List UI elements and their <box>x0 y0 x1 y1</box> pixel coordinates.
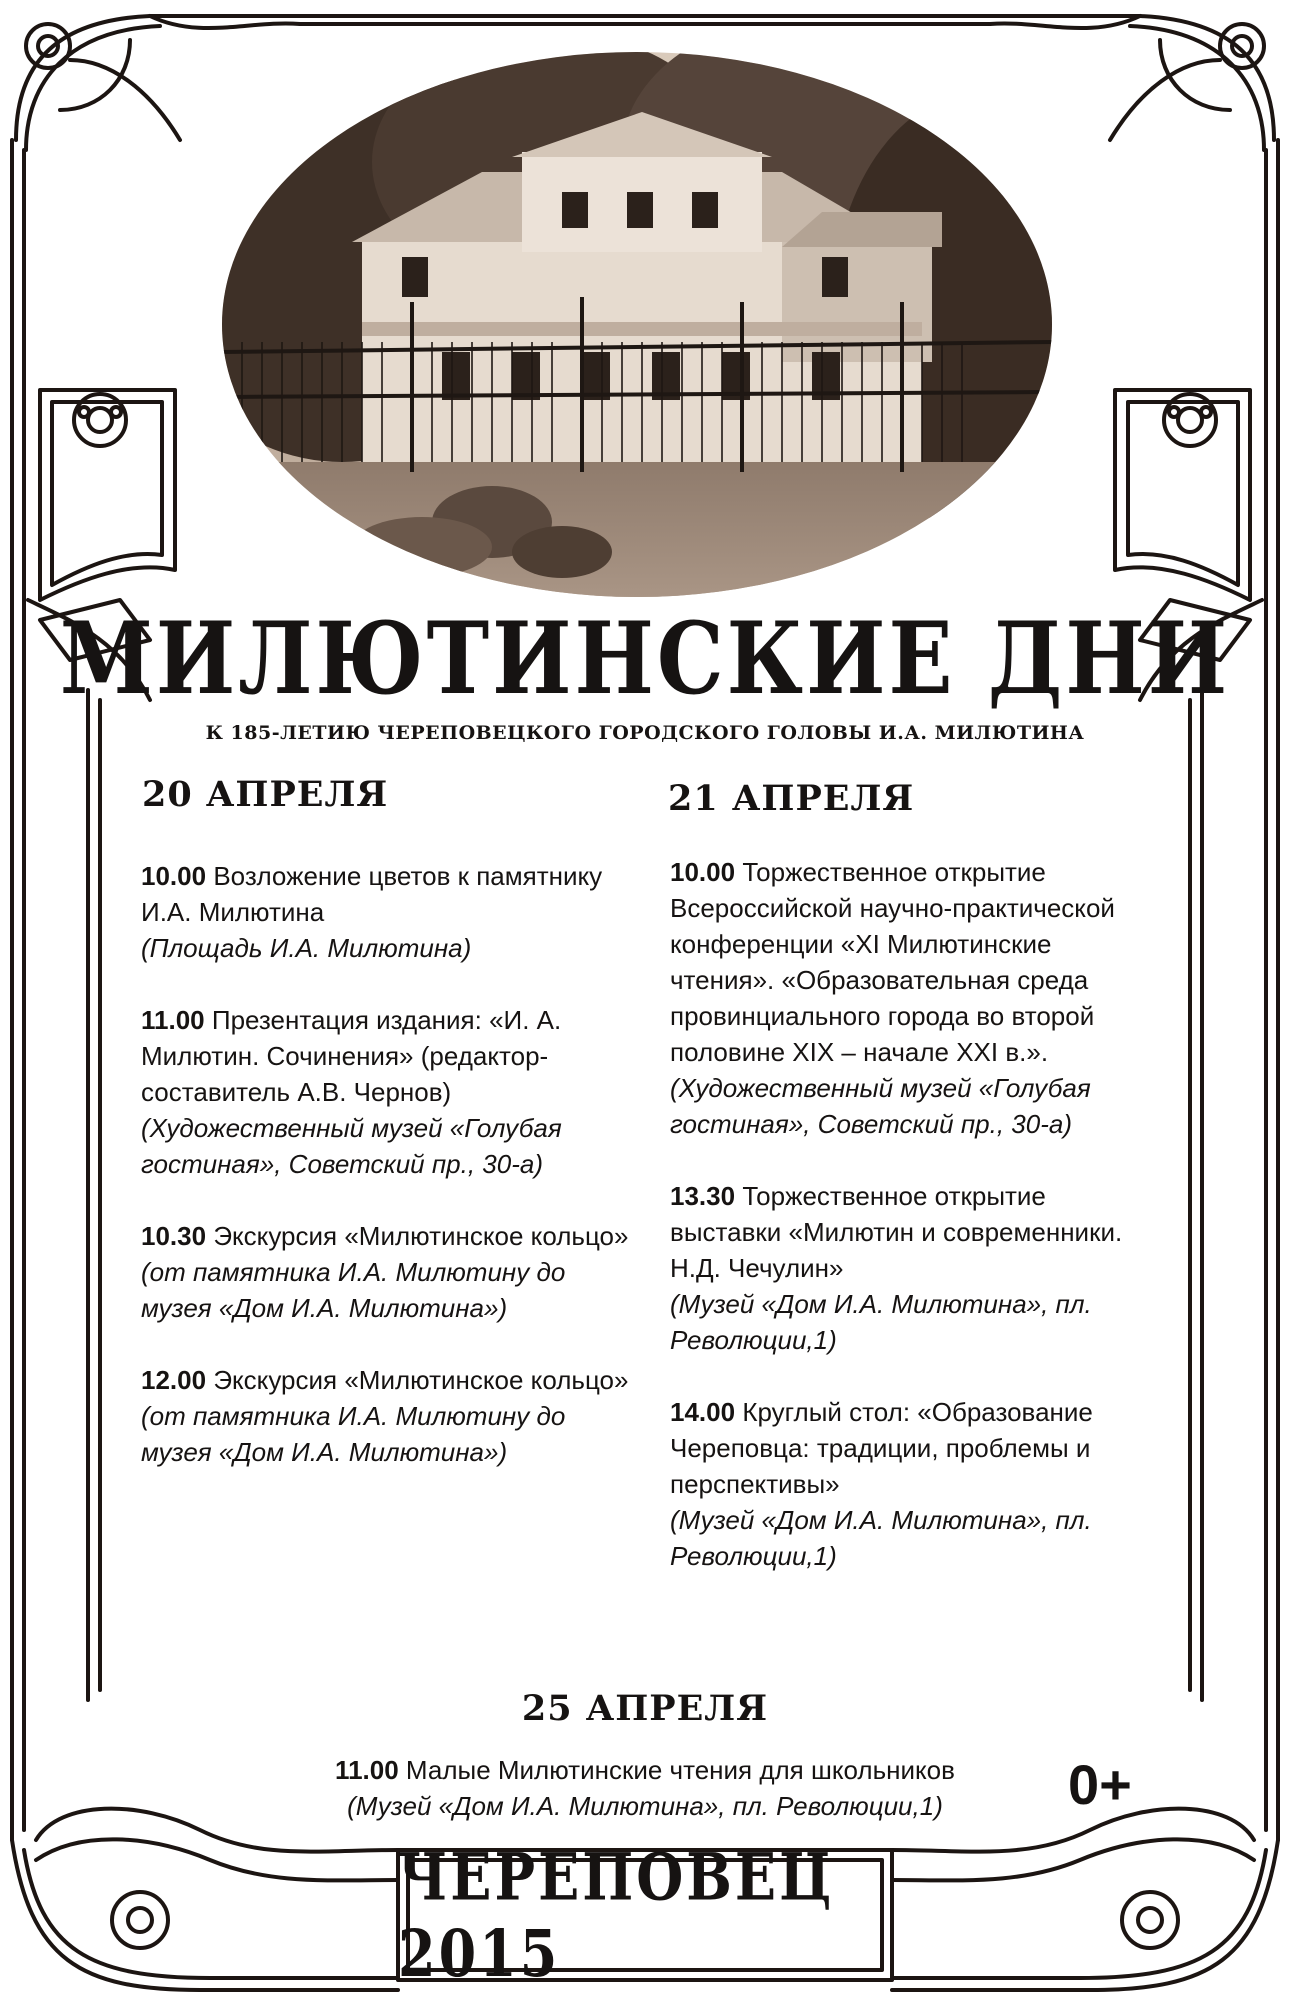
event-venue: (Художественный музей «Голубая гостиная», Советский пр., 30-а) <box>670 1073 1091 1139</box>
age-rating-badge: 0+ <box>1068 1753 1132 1816</box>
event-venue: (Художественный музей «Голубая гостиная», Советский пр., 30-а) <box>141 1113 562 1179</box>
event-time: 10.00 <box>670 857 736 887</box>
event-time: 14.00 <box>670 1397 736 1427</box>
footer-box <box>398 1838 892 1992</box>
event-venue: (от памятника И.А. Милютину до музея «Дом И.А. Милютина») <box>141 1257 566 1323</box>
event-venue: (от памятника И.А. Милютину до музея «Дом И.А. Милютина») <box>141 1401 566 1467</box>
event-item <box>141 1362 641 1470</box>
event-time: 11.00 <box>335 1755 399 1785</box>
event-time: 10.30 <box>141 1221 207 1251</box>
event-venue: (Музей «Дом И.А. Милютина», пл. Революции,1) <box>670 1289 1092 1355</box>
event-time: 10.00 <box>141 861 207 891</box>
event-description: Экскурсия «Милютинское кольцо» <box>213 1365 629 1395</box>
event-item <box>670 1178 1150 1358</box>
footer-title: ЧЕРЕПОВЕЦ 2015 <box>398 1838 835 1992</box>
day-heading-20-april: 20 АПРЕЛЯ <box>142 774 389 815</box>
event-item <box>141 1002 641 1182</box>
day-heading-25-april: 25 АПРЕЛЯ <box>521 1688 769 1729</box>
subtitle: К 185-ЛЕТИЮ ЧЕРЕПОВЕЦКОГО ГОРОДСКОГО ГОЛОВЫ И.А. МИЛЮТИНА <box>205 722 1085 744</box>
event-venue: (Музей «Дом И.А. Милютина», пл. Революции,1) <box>347 1791 943 1821</box>
event-description: Торжественное открытие выставки «Милютин и современники. Н.Д. Чечулин» <box>670 1181 1123 1283</box>
event-time: 13.30 <box>670 1181 736 1211</box>
event-venue: (Музей «Дом И.А. Милютина», пл. Революции,1) <box>670 1505 1092 1571</box>
event-item <box>141 1218 641 1326</box>
day-heading-21-april: 21 АПРЕЛЯ <box>668 778 915 819</box>
event-time: 12.00 <box>141 1365 207 1395</box>
house-photo-icon <box>222 52 1052 597</box>
event-description: Возложение цветов к памятнику И.А. Милютина <box>141 861 603 927</box>
event-description: Круглый стол: «Образование Череповца: традиции, проблемы и перспективы» <box>670 1397 1093 1499</box>
event-description: Презентация издания: «И. А. Милютин. Сочинения» (редактор-составитель А.В. Чернов) <box>141 1005 562 1107</box>
event-item <box>670 854 1150 1142</box>
event-item <box>670 1394 1150 1574</box>
event-description: Экскурсия «Милютинское кольцо» <box>213 1221 629 1251</box>
house-photo <box>222 52 1052 597</box>
event-description: Малые Милютинские чтения для школьников <box>405 1755 955 1785</box>
day-column-21-april <box>670 854 1150 1610</box>
event-description: Торжественное открытие Всероссийской научно-практической конференции «XI Милютинские чтения». «Образовательная среда провинциального города во второй половине XIX – начале XXI в.». <box>670 857 1115 1067</box>
page-title: МИЛЮТИНСКИЕ ДНИ <box>59 600 1231 717</box>
event-time: 11.00 <box>141 1005 205 1035</box>
event-venue: (Площадь И.А. Милютина) <box>141 933 472 963</box>
day-column-20-april <box>141 858 641 1506</box>
event-item <box>141 858 641 966</box>
